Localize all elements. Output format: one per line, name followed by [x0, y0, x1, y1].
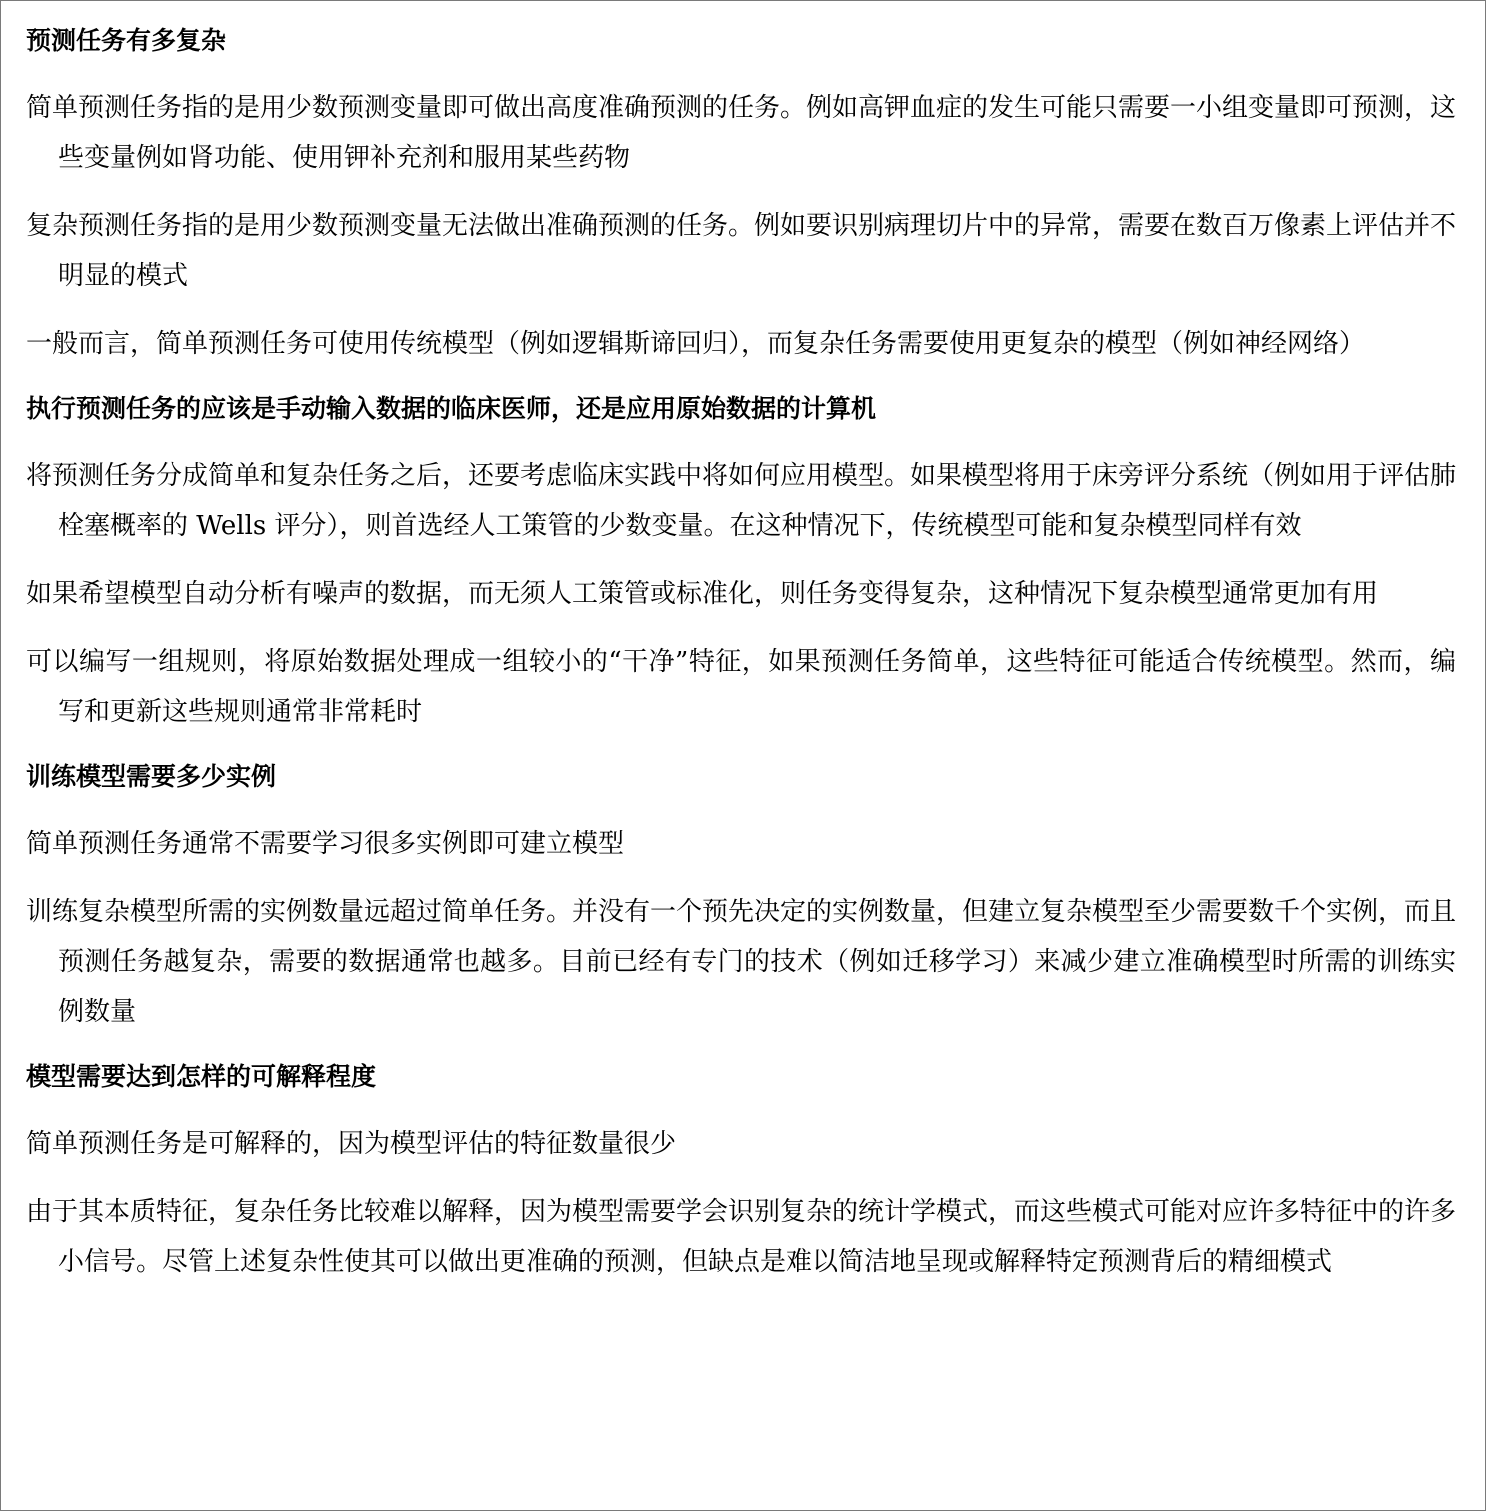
paragraph: 简单预测任务通常不需要学习很多实例即可建立模型 [26, 829, 625, 859]
paragraph: 由于其本质特征，复杂任务比较难以解释，因为模型需要学会识别复杂的统计学模式，而这些模式可能对应许多特征中的许多小信号。尽管上述复杂性使其可以做出更准确的预测，但缺点是难以简洁地呈现或解释特定预测背后的精细模式 [26, 1197, 1457, 1277]
paragraph: 如果希望模型自动分析有噪声的数据，而无须人工策管或标准化，则任务变得复杂，这种情况下复杂模型通常更加有用 [26, 579, 1379, 609]
document-content [26, 19, 1456, 1287]
paragraph: 将预测任务分成简单和复杂任务之后，还要考虑临床实践中将如何应用模型。如果模型将用于床旁评分系统（例如用于评估肺栓塞概率的 Wells 评分），则首选经人工策管的少数变量。在这种情况下，传统模型可能和复杂模型同样有效 [26, 461, 1457, 541]
section-heading: 执行预测任务的应该是手动输入数据的临床医师，还是应用原始数据的计算机 [26, 394, 877, 423]
paragraph: 可以编写一组规则，将原始数据处理成一组较小的“干净”特征，如果预测任务简单，这些特征可能适合传统模型。然而，编写和更新这些规则通常非常耗时 [26, 647, 1456, 727]
section-heading: 训练模型需要多少实例 [26, 762, 277, 791]
paragraph: 简单预测任务是可解释的，因为模型评估的特征数量很少 [26, 1129, 677, 1159]
paragraph: 一般而言，简单预测任务可使用传统模型（例如逻辑斯谛回归），而复杂任务需要使用更复杂的模型（例如神经网络） [26, 329, 1366, 359]
paragraph: 训练复杂模型所需的实例数量远超过简单任务。并没有一个预先决定的实例数量，但建立复杂模型至少需要数千个实例，而且预测任务越复杂，需要的数据通常也越多。目前已经有专门的技术（例如迁移学习）来减少建立准确模型时所需的训练实例数量 [26, 897, 1457, 1027]
section-task-complexity [26, 19, 1456, 369]
paragraph: 简单预测任务指的是用少数预测变量即可做出高度准确预测的任务。例如高钾血症的发生可能只需要一小组变量即可预测，这些变量例如肾功能、使用钾补充剂和服用某些药物 [26, 93, 1457, 173]
section-clinician-or-computer [26, 387, 1456, 737]
section-heading: 模型需要达到怎样的可解释程度 [26, 1062, 377, 1091]
section-interpretability [26, 1055, 1456, 1287]
paragraph: 复杂预测任务指的是用少数预测变量无法做出准确预测的任务。例如要识别病理切片中的异常，需要在数百万像素上评估并不明显的模式 [26, 211, 1457, 291]
section-training-examples [26, 755, 1456, 1037]
section-heading: 预测任务有多复杂 [26, 26, 227, 55]
